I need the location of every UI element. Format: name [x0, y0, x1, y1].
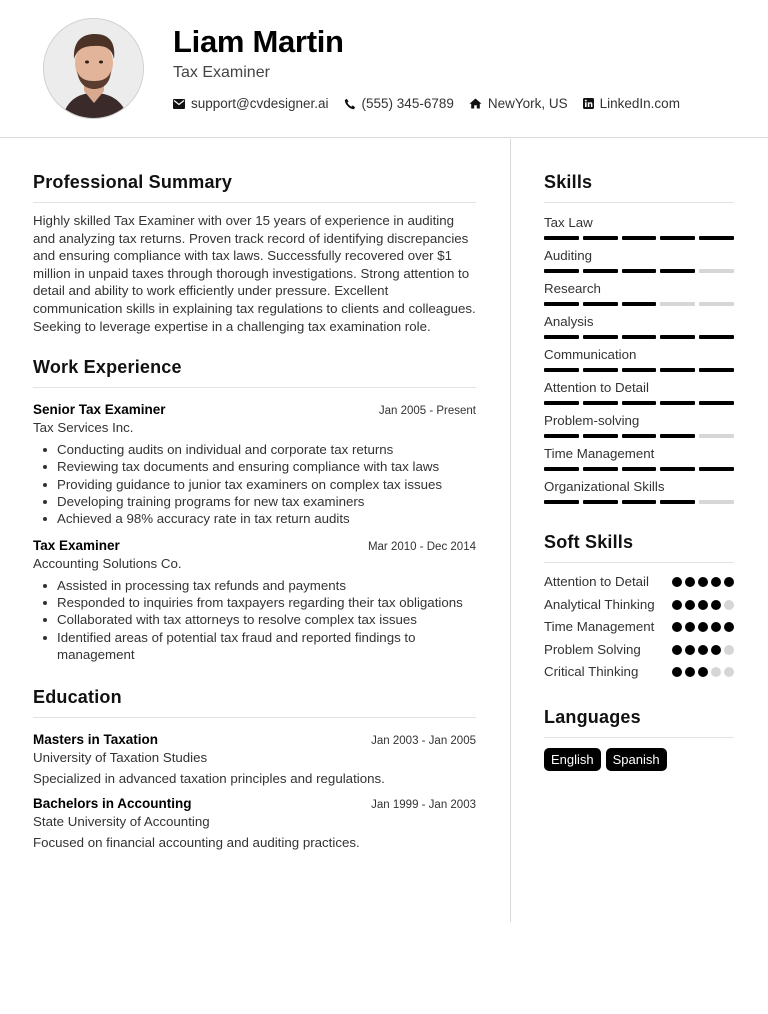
job-entry — [33, 538, 476, 663]
skill-level-segment — [544, 335, 579, 339]
soft-skill-item — [544, 663, 734, 681]
skill-level-segment — [583, 368, 618, 372]
contact-linkedin[interactable] — [583, 96, 680, 111]
skill-level-segment — [699, 434, 734, 438]
soft-skills-list — [544, 573, 734, 681]
skill-level-segment — [660, 401, 695, 405]
soft-skill-rating — [672, 645, 734, 655]
job-bullet: Assisted in processing tax refunds and payments — [33, 577, 476, 594]
skill-name: Research — [544, 281, 601, 296]
school-name: University of Taxation Studies — [33, 750, 208, 766]
skill-level-segment — [660, 467, 695, 471]
skill-name: Time Management — [544, 446, 655, 461]
skill-level-bar — [544, 434, 734, 438]
soft-skill-name: Problem Solving — [544, 641, 641, 657]
phone-icon — [344, 98, 356, 110]
contact-location-text: NewYork, US — [487, 96, 568, 111]
rating-dot — [698, 645, 708, 655]
education-date: Jan 2003 - Jan 2005 — [371, 735, 476, 748]
skill-name: Attention to Detail — [544, 380, 649, 395]
rating-dot — [711, 645, 721, 655]
skills-section — [544, 172, 734, 504]
skill-level-segment — [583, 434, 618, 438]
skill-level-segment — [622, 269, 657, 273]
section-title: Languages — [544, 707, 734, 738]
rating-dot — [672, 622, 682, 632]
skill-level-bar — [544, 500, 734, 504]
skill-level-segment — [660, 236, 695, 240]
skill-name: Analysis — [544, 314, 594, 329]
job-bullet: Responded to inquiries from taxpayers regarding their tax obligations — [33, 594, 476, 611]
skill-level-segment — [622, 401, 657, 405]
skill-level-bar — [544, 302, 734, 306]
rating-dot — [724, 622, 734, 632]
skill-level-segment — [583, 500, 618, 504]
contact-list — [173, 96, 695, 111]
job-title: Senior Tax Examiner — [33, 402, 166, 418]
school-name: State University of Accounting — [33, 814, 210, 830]
skill-level-segment — [699, 368, 734, 372]
degree-title: Bachelors in Accounting — [33, 796, 192, 812]
skill-level-segment — [660, 434, 695, 438]
contact-phone[interactable] — [344, 96, 454, 111]
education-date: Jan 1999 - Jan 2003 — [371, 799, 476, 812]
skill-level-segment — [660, 500, 695, 504]
degree-title: Masters in Taxation — [33, 732, 159, 748]
education-description: Focused on financial accounting and auditing practices. — [33, 835, 360, 851]
skill-level-segment — [583, 302, 618, 306]
education-section — [33, 687, 476, 850]
soft-skill-rating — [672, 667, 734, 677]
section-title: Soft Skills — [544, 532, 734, 563]
rating-dot — [698, 622, 708, 632]
languages-section — [544, 707, 734, 771]
summary-section — [33, 172, 476, 335]
contact-location — [469, 96, 568, 111]
rating-dot — [672, 667, 682, 677]
rating-dot — [724, 600, 734, 610]
skill-name: Tax Law — [544, 215, 593, 230]
skill-level-segment — [583, 236, 618, 240]
job-bullet: Providing guidance to junior tax examiners on complex tax issues — [33, 476, 476, 493]
rating-dot — [711, 600, 721, 610]
skill-item — [544, 248, 734, 273]
skill-item — [544, 281, 734, 306]
rating-dot — [672, 645, 682, 655]
rating-dot — [724, 577, 734, 587]
skill-level-segment — [660, 335, 695, 339]
skill-level-segment — [699, 401, 734, 405]
experience-section — [33, 357, 476, 663]
summary-text: Highly skilled Tax Examiner with over 15 years of experience in auditing and analyzing tax returns. Proven track record of identifying discrepancies and ensuring compliance with tax laws. Successfully recovered over $1 million in unpaid taxes through thorough investigations. Strong attention to detail and ability to work efficiently under pressure. Excellent communication skills in explaining tax regulations to clients and colleagues. Seeking to leverage expertise in a challenging tax examination role. — [33, 213, 476, 334]
skill-level-segment — [622, 335, 657, 339]
profile-photo — [43, 18, 144, 119]
skill-level-segment — [622, 236, 657, 240]
rating-dot — [724, 667, 734, 677]
envelope-icon — [173, 99, 185, 109]
language-tag: Spanish — [606, 748, 667, 771]
skills-list — [544, 215, 734, 504]
skill-item — [544, 479, 734, 504]
skill-item — [544, 446, 734, 471]
soft-skill-name: Critical Thinking — [544, 664, 639, 680]
rating-dot — [711, 622, 721, 632]
skill-level-bar — [544, 467, 734, 471]
education-description: Specialized in advanced taxation principles and regulations. — [33, 771, 385, 787]
rating-dot — [698, 600, 708, 610]
column-divider — [510, 139, 511, 922]
education-entry — [33, 796, 476, 850]
skill-level-bar — [544, 269, 734, 273]
skill-level-bar — [544, 401, 734, 405]
rating-dot — [685, 622, 695, 632]
rating-dot — [685, 577, 695, 587]
skill-level-segment — [583, 401, 618, 405]
skill-level-segment — [622, 467, 657, 471]
soft-skill-item — [544, 596, 734, 614]
skill-level-segment — [544, 368, 579, 372]
education-entry — [33, 732, 476, 786]
contact-linkedin-text: LinkedIn.com — [599, 96, 680, 111]
rating-dot — [711, 577, 721, 587]
soft-skill-name: Analytical Thinking — [544, 596, 655, 612]
avatar-portrait-icon — [44, 19, 144, 119]
job-bullet: Identified areas of potential tax fraud and reported findings to management — [33, 629, 476, 664]
skill-level-segment — [622, 500, 657, 504]
candidate-name: Liam Martin — [173, 24, 344, 59]
skill-level-segment — [699, 500, 734, 504]
skill-level-segment — [544, 236, 579, 240]
contact-phone-text: (555) 345-6789 — [361, 96, 454, 111]
skill-level-segment — [660, 269, 695, 273]
skill-name: Organizational Skills — [544, 479, 665, 494]
soft-skill-name: Time Management — [544, 619, 655, 635]
skill-level-segment — [699, 467, 734, 471]
soft-skill-rating — [672, 600, 734, 610]
linkedin-icon — [583, 98, 594, 109]
skill-level-segment — [583, 467, 618, 471]
skill-level-bar — [544, 368, 734, 372]
resume-header — [0, 0, 768, 138]
skill-item — [544, 314, 734, 339]
skill-level-segment — [544, 467, 579, 471]
job-bullet: Developing training programs for new tax examiners — [33, 493, 476, 510]
skill-level-segment — [544, 500, 579, 504]
rating-dot — [698, 577, 708, 587]
skill-name: Communication — [544, 347, 637, 362]
soft-skill-item — [544, 573, 734, 591]
skill-level-segment — [660, 368, 695, 372]
skill-level-segment — [583, 335, 618, 339]
skill-level-segment — [583, 269, 618, 273]
skill-name: Problem-solving — [544, 413, 640, 428]
skill-level-bar — [544, 236, 734, 240]
soft-skill-item — [544, 618, 734, 636]
skill-level-segment — [699, 269, 734, 273]
soft-skills-section — [544, 532, 734, 681]
skill-level-segment — [699, 335, 734, 339]
skill-level-segment — [660, 302, 695, 306]
skill-level-segment — [544, 302, 579, 306]
job-bullet: Conducting audits on individual and corporate tax returns — [33, 441, 476, 458]
skill-level-segment — [544, 401, 579, 405]
skill-level-segment — [544, 269, 579, 273]
rating-dot — [685, 600, 695, 610]
section-title: Work Experience — [33, 357, 476, 388]
sidebar-column — [544, 172, 734, 771]
job-entry — [33, 402, 476, 527]
languages-list — [544, 748, 734, 771]
rating-dot — [672, 577, 682, 587]
job-bullet: Collaborated with tax attorneys to resolve complex tax issues — [33, 611, 476, 628]
job-company: Accounting Solutions Co. — [33, 555, 182, 571]
main-column — [33, 172, 476, 858]
contact-email[interactable] — [173, 96, 329, 111]
candidate-role: Tax Examiner — [173, 64, 270, 81]
skill-name: Auditing — [544, 248, 593, 263]
job-bullets — [33, 441, 476, 527]
soft-skill-rating — [672, 622, 734, 632]
job-bullets — [33, 577, 476, 663]
skill-level-segment — [699, 302, 734, 306]
rating-dot — [685, 667, 695, 677]
home-icon — [469, 98, 482, 109]
skill-level-segment — [622, 302, 657, 306]
section-title: Education — [33, 687, 476, 718]
job-title: Tax Examiner — [33, 537, 120, 553]
skill-level-segment — [622, 368, 657, 372]
skill-item — [544, 215, 734, 240]
rating-dot — [698, 667, 708, 677]
job-date: Jan 2005 - Present — [378, 405, 476, 418]
rating-dot — [672, 600, 682, 610]
skill-level-segment — [622, 434, 657, 438]
rating-dot — [724, 645, 734, 655]
section-title: Professional Summary — [33, 172, 476, 203]
skill-level-bar — [544, 335, 734, 339]
soft-skill-rating — [672, 577, 734, 587]
job-bullet: Achieved a 98% accuracy rate in tax return audits — [33, 510, 476, 527]
skill-item — [544, 347, 734, 372]
contact-email-text: support@cvdesigner.ai — [191, 96, 329, 111]
skill-item — [544, 413, 734, 438]
language-tag: English — [544, 748, 601, 771]
rating-dot — [685, 645, 695, 655]
skill-level-segment — [544, 434, 579, 438]
job-date: Mar 2010 - Dec 2014 — [367, 540, 476, 553]
rating-dot — [711, 667, 721, 677]
section-title: Skills — [544, 172, 734, 203]
skill-item — [544, 380, 734, 405]
soft-skill-name: Attention to Detail — [544, 574, 649, 589]
skill-level-segment — [699, 236, 734, 240]
soft-skill-item — [544, 641, 734, 659]
job-bullet: Reviewing tax documents and ensuring compliance with tax laws — [33, 458, 476, 475]
job-company: Tax Services Inc. — [33, 420, 134, 436]
